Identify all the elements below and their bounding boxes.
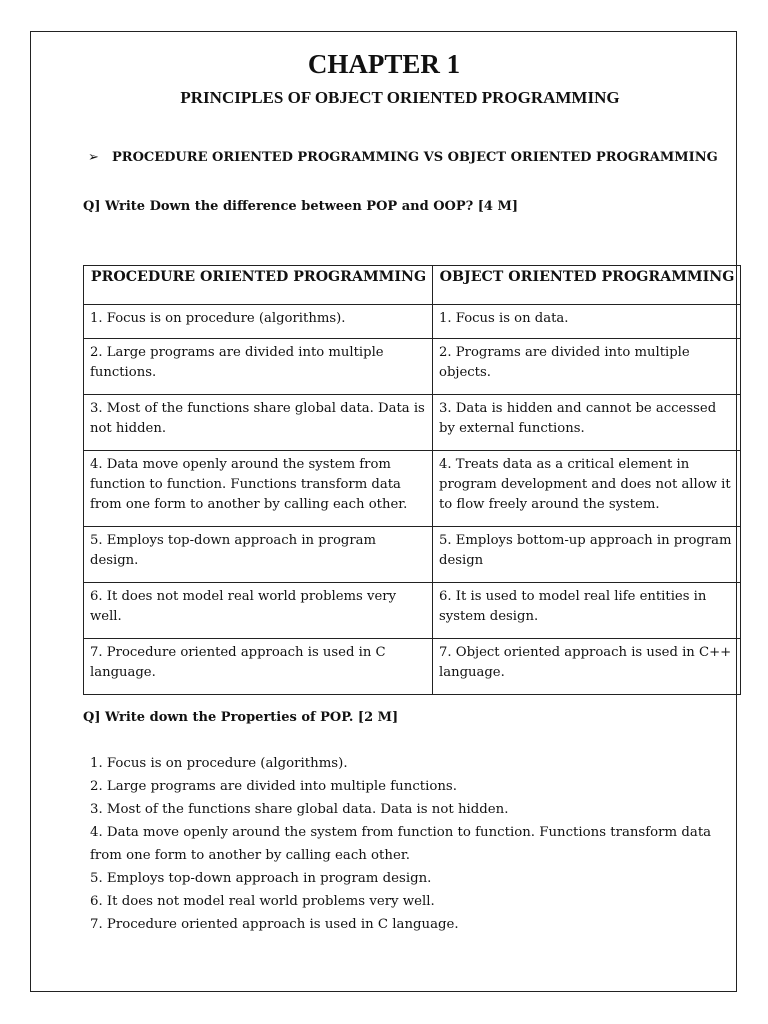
table-row bbox=[84, 339, 741, 395]
pop-cell: 3. Most of the functions share global data. Data is not hidden. bbox=[84, 395, 433, 451]
list-item: 2. Large programs are divided into multiple functions. bbox=[90, 779, 457, 794]
arrow-bullet-icon: ➢ bbox=[88, 150, 99, 165]
list-item: 6. It does not model real world problems very well. bbox=[90, 894, 435, 909]
topic-text: PROCEDURE ORIENTED PROGRAMMING VS OBJECT ORIENTED PROGRAMMING bbox=[112, 150, 718, 165]
oop-cell: 2. Programs are divided into multiple objects. bbox=[433, 339, 741, 395]
pop-cell: 4. Data move openly around the system from function to function. Functions transform data from one form to another by calling each other. bbox=[84, 451, 433, 527]
table-row bbox=[84, 451, 741, 527]
chapter-subtitle: PRINCIPLES OF OBJECT ORIENTED PROGRAMMING bbox=[180, 88, 620, 107]
question-pop-vs-oop: Q] Write Down the difference between POP and OOP? [4 M] bbox=[83, 199, 519, 214]
chapter-title: CHAPTER 1 bbox=[307, 49, 461, 79]
pop-cell: 6. It does not model real world problems very well. bbox=[84, 583, 433, 639]
oop-cell: 5. Employs bottom-up approach in program design bbox=[433, 527, 741, 583]
header-pop: PROCEDURE ORIENTED PROGRAMMING bbox=[84, 266, 433, 305]
list-item: 3. Most of the functions share global data. Data is not hidden. bbox=[90, 802, 509, 817]
list-item: 4. Data move openly around the system from function to function. Functions transform data from one form to another by calling each other. bbox=[90, 825, 712, 863]
oop-cell: 7. Object oriented approach is used in C++ language. bbox=[433, 639, 741, 695]
pop-cell: 5. Employs top-down approach in program design. bbox=[84, 527, 433, 583]
pop-cell: 2. Large programs are divided into multiple functions. bbox=[84, 339, 433, 395]
pop-cell: 7. Procedure oriented approach is used in C language. bbox=[84, 639, 433, 695]
comparison-table bbox=[83, 265, 741, 695]
pop-cell: 1. Focus is on procedure (algorithms). bbox=[84, 305, 433, 339]
properties-list bbox=[90, 752, 730, 936]
table-row bbox=[84, 395, 741, 451]
oop-cell: 4. Treats data as a critical element in program development and does not allow it to flow freely around the system. bbox=[433, 451, 741, 527]
topic-heading bbox=[88, 149, 718, 167]
table-header-row bbox=[84, 266, 741, 305]
list-item: 7. Procedure oriented approach is used in C language. bbox=[90, 917, 459, 932]
table-row bbox=[84, 305, 741, 339]
header-oop: OBJECT ORIENTED PROGRAMMING bbox=[433, 266, 741, 305]
list-item: 1. Focus is on procedure (algorithms). bbox=[90, 756, 348, 771]
list-item: 5. Employs top-down approach in program design. bbox=[90, 871, 432, 886]
table-row bbox=[84, 527, 741, 583]
table-row bbox=[84, 583, 741, 639]
table-row bbox=[84, 639, 741, 695]
oop-cell: 6. It is used to model real life entities in system design. bbox=[433, 583, 741, 639]
question-pop-properties: Q] Write down the Properties of POP. [2 M] bbox=[83, 710, 399, 725]
oop-cell: 3. Data is hidden and cannot be accessed by external functions. bbox=[433, 395, 741, 451]
oop-cell: 1. Focus is on data. bbox=[433, 305, 741, 339]
